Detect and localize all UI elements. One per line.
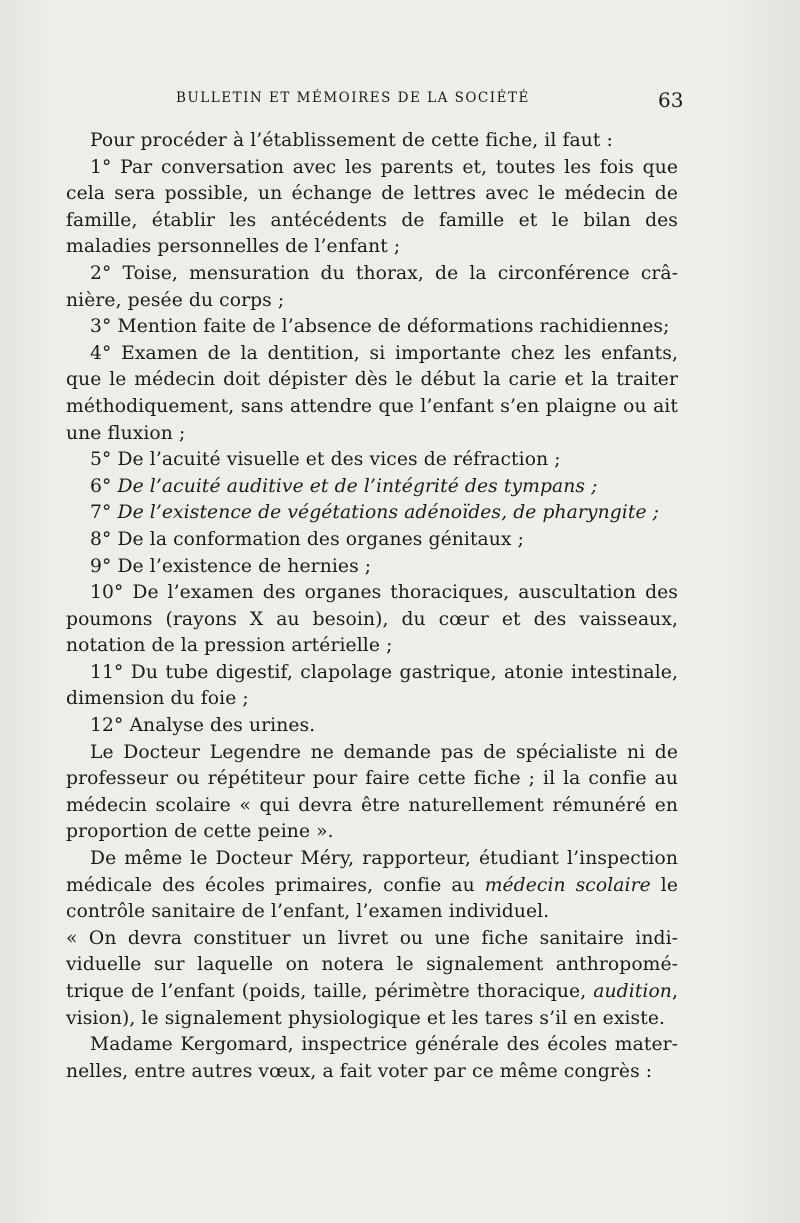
text-span: De même le Docteur Méry, rapporteur, étudiant l’inspection médicale des écoles primaires, confie au bbox=[66, 848, 678, 896]
list-item-5: 5° De l’acuité visuelle et des vices de réfraction ; bbox=[90, 449, 561, 471]
list-item-3: 3° Mention faite de l’absence de déformations rachidiennes; bbox=[90, 316, 670, 338]
list-item-7 bbox=[66, 500, 678, 527]
item-number: 7° bbox=[90, 502, 118, 524]
text-span: le contrôle sanitaire de l’enfant, l’examen individuel. bbox=[66, 874, 678, 923]
running-header bbox=[0, 88, 800, 118]
list-item-12: 12° Analyse des urines. bbox=[90, 715, 316, 737]
text-span: « On devra constituer un livret ou une fiche sanitaire individuelle sur laquelle on notera le signalement anthropométrique de l’enfant (poids, taille, périmètre thoracique, bbox=[66, 927, 678, 1002]
item-number: 6° bbox=[90, 475, 118, 497]
list-item-8: 8° De la conformation des organes génitaux ; bbox=[90, 528, 525, 550]
quote-paragraph bbox=[66, 926, 678, 1032]
italic-text: De l’existence de végétations adénoïdes, de pharyngite ; bbox=[117, 502, 660, 524]
page-number: 63 bbox=[658, 88, 684, 112]
list-item-1: 1° Par conversation avec les parents et, toutes les fois que cela sera possible, un échange de lettres avec le médecin de famille, établir les antécédents de famille et le bilan des maladies personnelles de l’enfant ; bbox=[66, 156, 678, 258]
list-item-2: 2° Toise, mensuration du thorax, de la circonférence crânière, pesée du corps ; bbox=[66, 262, 678, 311]
italic-text: médecin scolaire bbox=[484, 874, 651, 896]
list-item-10: 10° De l’examen des organes thoraciques, auscultation des poumons (rayons X au besoin), du cœur et des vaisseaux, notation de la pression artérielle ; bbox=[66, 582, 678, 657]
list-item-4: 4° Examen de la dentition, si importante chez les enfants, que le médecin doit dépister dès le début la carie et la traiter méthodiquement, sans attendre que l’enfant s’en plaigne ou ait une fluxion ; bbox=[66, 342, 678, 444]
header-title: BULLETIN ET MÉMOIRES DE LA SOCIÉTÉ bbox=[176, 90, 530, 106]
paragraph bbox=[66, 846, 678, 926]
paragraph: Le Docteur Legendre ne demande pas de spécialiste ni de professeur ou répétiteur pour faire cette fiche ; il la confie au médecin scolaire « qui devra être naturellement rémunéré en proportion de cette peine ». bbox=[66, 741, 678, 843]
italic-text: audition bbox=[593, 981, 672, 1002]
list-item-9: 9° De l’existence de hernies ; bbox=[90, 555, 372, 577]
paragraph: Madame Kergomard, inspectrice générale des écoles maternelles, entre autres vœux, a fait voter par ce même congrès : bbox=[66, 1034, 678, 1082]
paragraph: Pour procéder à l’établissement de cette fiche, il faut : bbox=[90, 130, 613, 151]
italic-text: De l’acuité auditive et de l’intégrité des tympans ; bbox=[117, 475, 598, 497]
body-text bbox=[66, 128, 678, 1085]
text-span: , vision), le signalement physiologique et les tares s’il en existe. bbox=[66, 981, 678, 1029]
list-item-11: 11° Du tube digestif, clapolage gastrique, atonie intestinale, dimension du foie ; bbox=[66, 661, 678, 710]
list-item-6 bbox=[66, 474, 678, 501]
